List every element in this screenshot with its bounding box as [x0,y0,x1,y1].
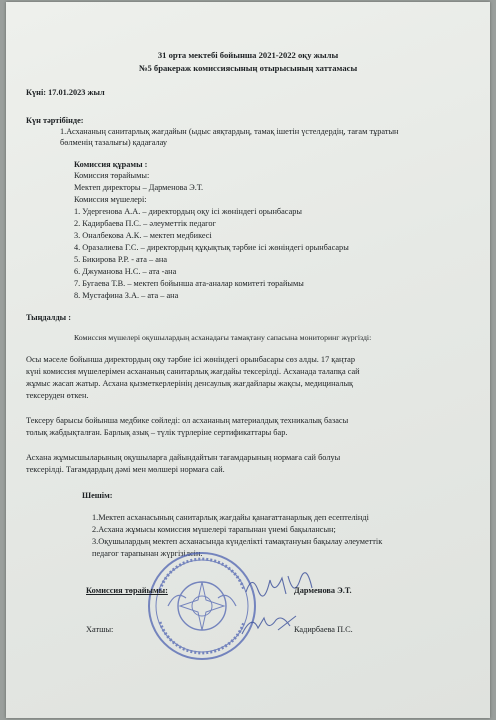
list-item: 3.Оқушылардың мектеп асханасында күнделікті тамақтануын бақылау әлеуметтік [92,537,383,546]
meeting-date: Күні: 17.01.2023 жыл [26,88,105,97]
text-line: тексеруден өткен. [26,391,89,400]
list-item: 1. Удергенова А.А. – директордың оқу ісі жөніндегі орынбасары [74,207,302,216]
agenda-item-line-2: бөлменің тазалығы) қадағалау [60,138,168,147]
text-line: толық жабдықталған. Барлық азық – түлік түрлеріне сертификаттары бар. [26,428,288,437]
header-line-2: №5 бракераж комиссиясының отырысының хаттамасы [138,63,358,73]
commission-chair: Мектеп директоры – Дарменова Э.Т. [74,183,204,192]
secretary-label: Хатшы: [86,625,114,634]
list-item: педагог тарапынан жүргізілсін. [92,549,203,558]
text-line: Осы мәселе бойынша директордың оқу тәрбие ісі жөніндегі орынбасары сөз алды. 17 қаңтар [26,355,355,364]
decision-heading: Шешім: [82,491,113,500]
official-stamp-icon [146,550,258,662]
secretary-signature-icon [238,610,298,638]
text-line: Тексеру барысы бойынша медбике сөйледі: ол асхананың материалдық техникалық базасы [26,416,349,425]
header-line-1: 31 орта мектебі бойынша 2021-2022 оқу жылы [157,50,339,60]
protocol-page [6,2,490,718]
list-item: 8. Мустафина З.А. – ата – ана [74,291,179,300]
chair-signature-name: Дарменова Э.Т. [294,586,352,595]
list-item: 4. Оразалиева Г.С. – директордың құқықтық тәрбие ісі жөніндегі орынбасары [74,243,349,252]
list-item: 7. Бугаева Т.В. – мектеп бойынша ата-аналар комитеті төрайымы [74,279,304,288]
list-item: 1.Мектеп асханасының санитарлық жағдайы қанағаттанарлық деп есептелінді [92,513,369,522]
list-item: 6. Джуманова Н.С. – ата -ана [74,267,177,276]
agenda-item-line-1: 1.Асхананың санитарлық жағдайын (ыдыс аяқтардың, тамақ ішетін үстелдердің, тағам тұратын [60,127,399,136]
heard-heading: Тыңдалды : [26,313,71,322]
secretary-name: Кадирбаева П.С. [294,625,353,634]
text-line: жұмыс жасап жатыр. Асхана қызметкерлерінің денсаулық жағдайлары жақсы, медициналық [26,379,354,388]
commission-members-label: Комиссия мүшелері: [74,195,147,204]
list-item: 2. Кадирбаева П.С. – әлеуметтік педагог [74,219,216,228]
commission-heading: Комиссия құрамы : [74,160,148,169]
heard-intro: Комиссия мүшелері оқушылардың асханадағы тамақтану сапасына мониторинг жүргізді: [74,333,372,342]
list-item: 3. Оналбекова А.К. – мектеп медбикесі [74,231,212,240]
agenda-heading: Күн тәртібінде: [26,116,84,125]
text-line: тексерілді. Тағамдардың дәмі мен мөлшері нормаға сай. [26,465,225,474]
list-item: 2.Асхана жұмысы комиссия мүшелері тарапынан үнемі бақылансын; [92,525,336,534]
commission-chair-label: Комиссия төрайымы: [74,171,150,180]
text-line: күні комиссия мүшелерімен асхананың санитарлық жағдайы тексерілді. Асханада талапқа сай [26,367,360,376]
text-line: Асхана жұмысшыларының оқушыларға дайындайтын тағамдарының нормаға сай болуы [26,453,341,462]
list-item: 5. Бикирова Р.Р. - ата – ана [74,255,168,264]
chair-signature-label: Комиссия төрайымы: [86,586,168,595]
